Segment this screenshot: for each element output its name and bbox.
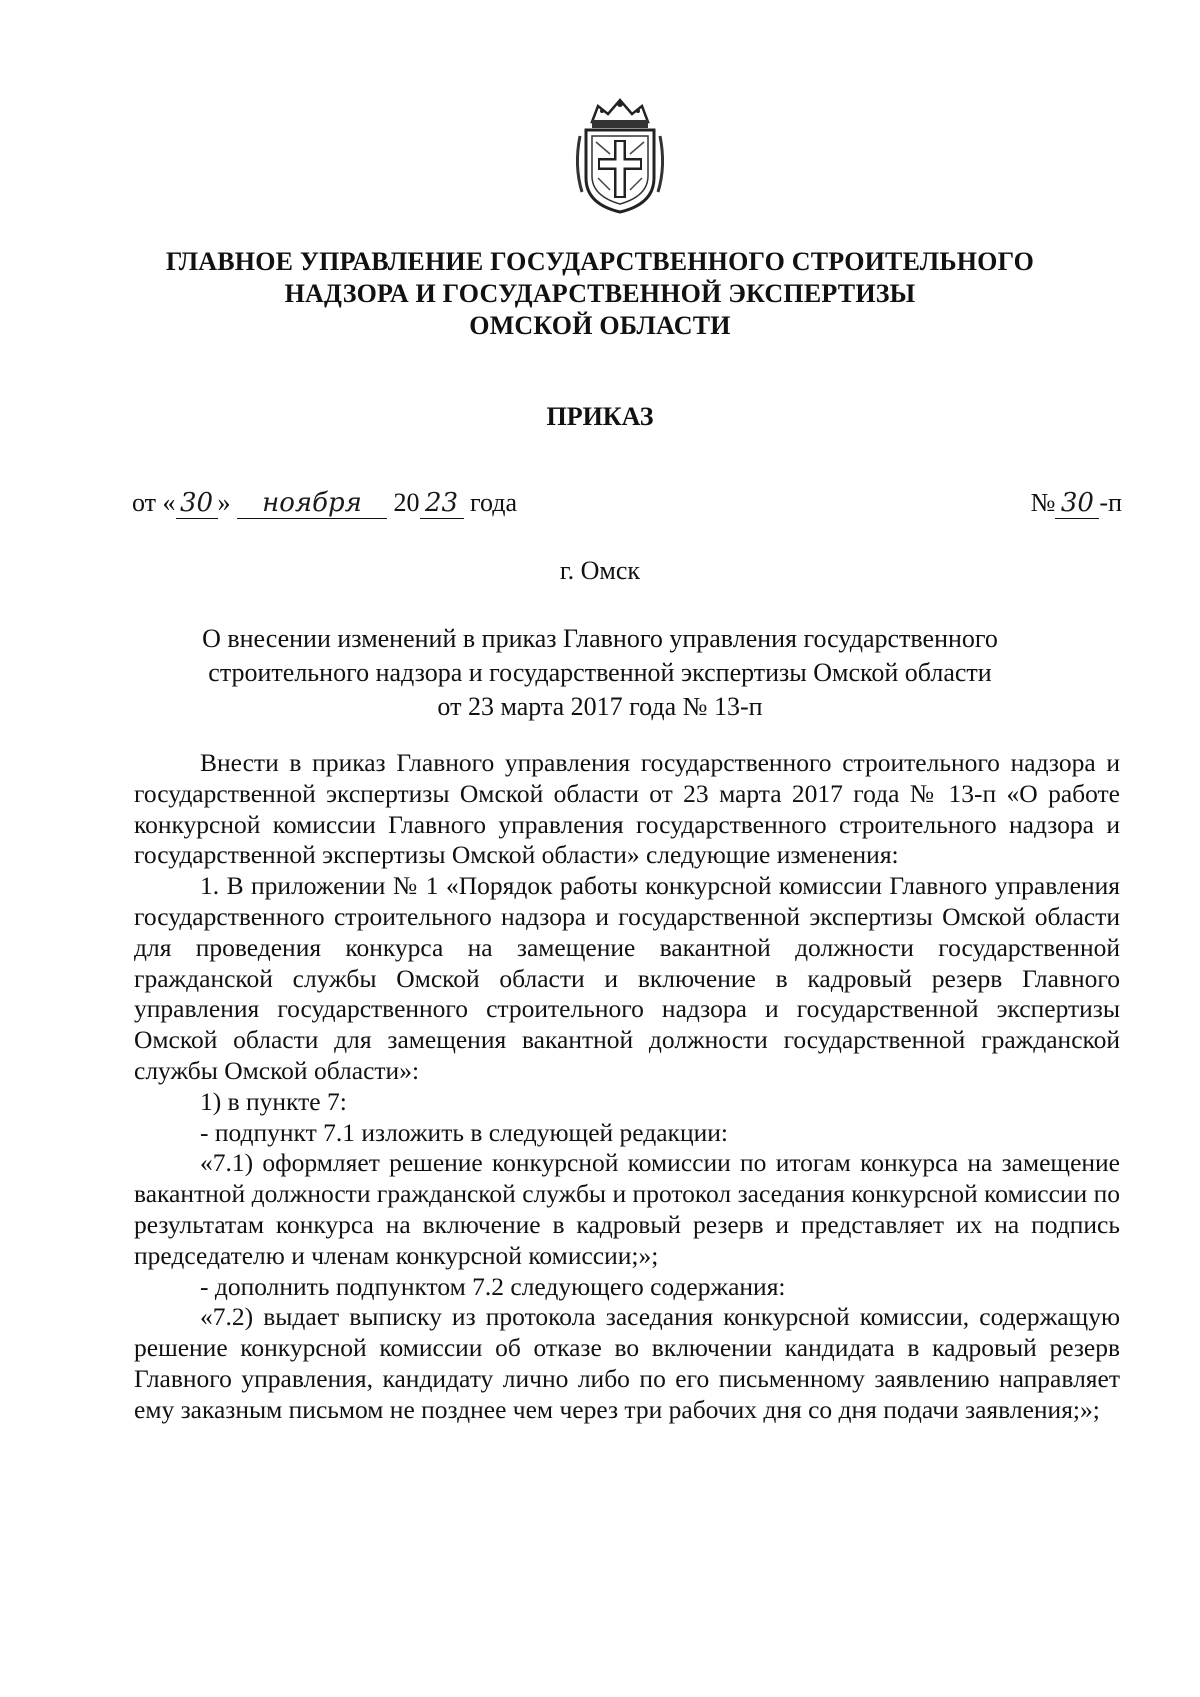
agency-line-1: ГЛАВНОЕ УПРАВЛЕНИЕ ГОСУДАРСТВЕННОГО СТРОИТЕЛЬНОГО xyxy=(165,247,1035,276)
body-paragraph-2: 1. В приложении № 1 «Порядок работы конкурсной комиссии Главного управления государственного строительного надзора и государственной экспертизы Омской области для проведения конкурса на замещение вакантной должности государственной гражданской службы Омской области и включение в кадровый резерв Главного управления государственного строительного надзора и государственной экспертизы Омской области для замещения вакантной должности государственной гражданской службы Омской области»: xyxy=(134,871,1120,1085)
coat-of-arms-icon xyxy=(572,96,668,216)
city: г. Омск xyxy=(559,556,641,585)
agency-line-3: ОМСКОЙ ОБЛАСТИ xyxy=(469,311,731,340)
subject-line-1: О внесении изменений в приказ Главного управления государственного xyxy=(202,624,998,653)
issuing-agency xyxy=(120,246,1080,342)
date-prefix: от « xyxy=(132,488,176,517)
body-paragraph-1: Внести в приказ Главного управления государственного строительного надзора и государственной экспертизы Омской области от 23 марта 2017 года № 13-п «О работе конкурсной комиссии Главного управления государственного строительного надзора и государственной экспертизы Омской области» следующие изменения: xyxy=(134,748,1120,870)
date-mid: » xyxy=(217,488,231,517)
body-paragraph-7: «7.2) выдает выписку из протокола заседания конкурсной комиссии, содержащую решение конкурсной комиссии об отказе во включении кандидата в кадровый резерв Главного управления, кандидату лично либо по его письменному заявлению направляет ему заказным письмом не позднее чем через три рабочих дня со дня подачи заявления;»; xyxy=(134,1302,1120,1424)
body-paragraph-3: 1) в пункте 7: xyxy=(200,1086,347,1116)
subject-line-2: строительного надзора и государственной экспертизы Омской области xyxy=(208,658,992,687)
dateline xyxy=(132,488,1122,534)
number-suffix: -п xyxy=(1099,488,1122,517)
number-prefix: № xyxy=(1030,488,1056,517)
date-year-prefix: 20 xyxy=(393,488,420,517)
document-type: ПРИКАЗ xyxy=(546,402,654,431)
document-subject xyxy=(150,622,1050,724)
body-paragraph-4: - подпункт 7.1 изложить в следующей редакции: xyxy=(200,1117,728,1147)
document-body xyxy=(134,748,1120,1426)
date-year-suffix: 23 xyxy=(420,488,464,519)
subject-line-3: от 23 марта 2017 года № 13-п xyxy=(437,692,763,721)
document-date xyxy=(132,488,517,519)
document-number xyxy=(1031,488,1122,519)
body-paragraph-5: «7.1) оформляет решение конкурсной комиссии по итогам конкурса на замещение вакантной должности гражданской службы и протокол заседания конкурсной комиссии по результатам конкурса на включение в кадровый резерв и представляет их на подпись председателю и членам конкурсной комиссии;»; xyxy=(134,1148,1120,1270)
date-month: ноября xyxy=(237,488,387,519)
date-day: 30 xyxy=(176,488,218,519)
body-paragraph-6: - дополнить подпунктом 7.2 следующего содержания: xyxy=(200,1271,786,1301)
date-year-word: года xyxy=(470,488,518,517)
number-value: 30 xyxy=(1055,488,1099,519)
agency-line-2: НАДЗОРА И ГОСУДАРСТВЕННОЙ ЭКСПЕРТИЗЫ xyxy=(284,279,916,308)
